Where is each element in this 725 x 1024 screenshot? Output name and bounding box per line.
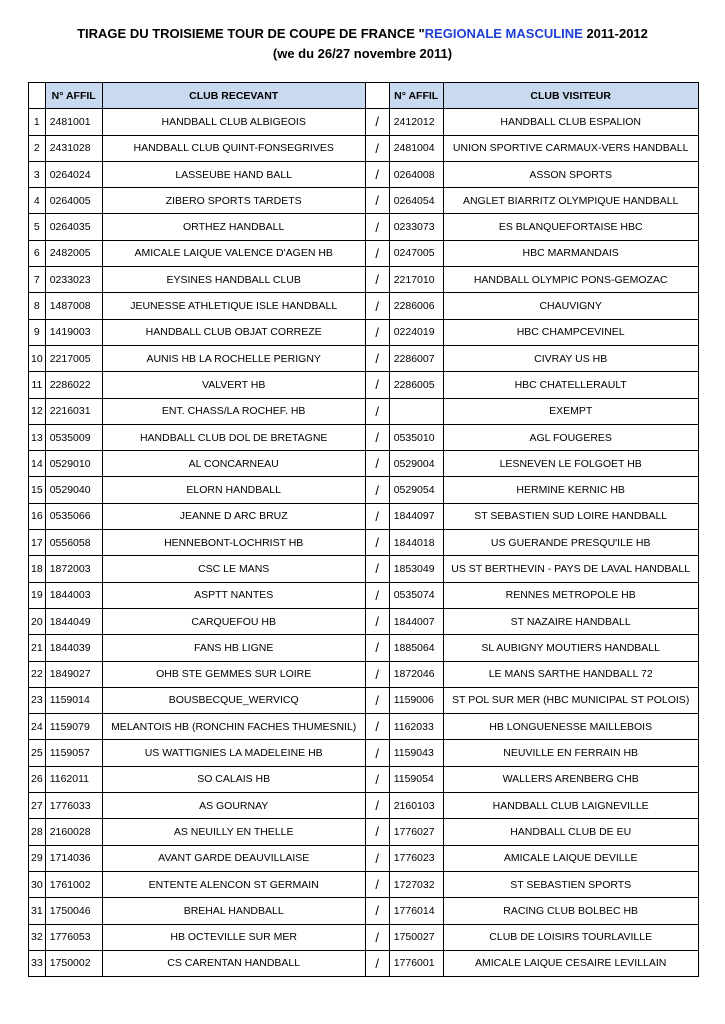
home-club-cell: MELANTOIS HB (RONCHIN FACHES THUMESNIL) [102, 714, 365, 740]
away-club-cell: NEUVILLE EN FERRAIN HB [443, 740, 698, 766]
home-affil-cell: 2160028 [45, 819, 102, 845]
table-row [29, 109, 699, 135]
title-suffix: 2011-2012 [582, 26, 648, 41]
home-affil-cell: 2216031 [45, 398, 102, 424]
table-row [29, 345, 699, 371]
table-body [29, 109, 699, 977]
away-affil-cell [389, 398, 443, 424]
table-row [29, 372, 699, 398]
away-affil-cell: 1844018 [389, 530, 443, 556]
separator-cell: / [365, 267, 389, 293]
separator-cell: / [365, 766, 389, 792]
away-club-cell: HANDBALL CLUB ESPALION [443, 109, 698, 135]
table-row [29, 451, 699, 477]
home-affil-cell: 2481001 [45, 109, 102, 135]
separator-cell: / [365, 319, 389, 345]
home-affil-cell: 0233023 [45, 267, 102, 293]
home-affil-cell: 2431028 [45, 135, 102, 161]
away-club-cell: CIVRAY US HB [443, 345, 698, 371]
away-affil-cell: 0233073 [389, 214, 443, 240]
away-affil-cell: 1776001 [389, 950, 443, 976]
row-number: 22 [29, 661, 46, 687]
home-club-cell: ORTHEZ HANDBALL [102, 214, 365, 240]
home-club-cell: HANDBALL CLUB QUINT-FONSEGRIVES [102, 135, 365, 161]
table-row [29, 582, 699, 608]
table-header-row [29, 83, 699, 109]
row-number: 17 [29, 530, 46, 556]
separator-cell: / [365, 161, 389, 187]
separator-cell: / [365, 135, 389, 161]
home-affil-cell: 1844003 [45, 582, 102, 608]
separator-cell: / [365, 398, 389, 424]
home-affil-cell: 0264024 [45, 161, 102, 187]
row-number: 12 [29, 398, 46, 424]
away-club-cell: SL AUBIGNY MOUTIERS HANDBALL [443, 635, 698, 661]
away-club-cell: EXEMPT [443, 398, 698, 424]
header-affil-home: N° AFFIL [45, 83, 102, 109]
away-affil-cell: 1776027 [389, 819, 443, 845]
home-affil-cell: 0529040 [45, 477, 102, 503]
row-number: 19 [29, 582, 46, 608]
table-row [29, 188, 699, 214]
away-affil-cell: 2286005 [389, 372, 443, 398]
separator-cell: / [365, 503, 389, 529]
row-number: 31 [29, 898, 46, 924]
home-club-cell: EYSINES HANDBALL CLUB [102, 267, 365, 293]
row-number: 20 [29, 608, 46, 634]
home-affil-cell: 0264005 [45, 188, 102, 214]
home-club-cell: AUNIS HB LA ROCHELLE PERIGNY [102, 345, 365, 371]
away-affil-cell: 1872046 [389, 661, 443, 687]
home-affil-cell: 1872003 [45, 556, 102, 582]
away-club-cell: LESNEVEN LE FOLGOET HB [443, 451, 698, 477]
draw-table [28, 82, 699, 977]
header-club-home: CLUB RECEVANT [102, 83, 365, 109]
row-number: 14 [29, 451, 46, 477]
home-affil-cell: 2286022 [45, 372, 102, 398]
separator-cell: / [365, 293, 389, 319]
away-club-cell: HANDBALL CLUB LAIGNEVILLE [443, 793, 698, 819]
table-row [29, 293, 699, 319]
title-prefix: TIRAGE DU TROISIEME TOUR DE COUPE DE FRANCE " [77, 26, 425, 41]
table-row [29, 766, 699, 792]
away-club-cell: ASSON SPORTS [443, 161, 698, 187]
away-club-cell: RACING CLUB BOLBEC HB [443, 898, 698, 924]
home-club-cell: AL CONCARNEAU [102, 451, 365, 477]
home-club-cell: HANDBALL CLUB DOL DE BRETAGNE [102, 424, 365, 450]
home-affil-cell: 1750002 [45, 950, 102, 976]
row-number: 8 [29, 293, 46, 319]
row-number: 3 [29, 161, 46, 187]
away-club-cell: HBC MARMANDAIS [443, 240, 698, 266]
home-affil-cell: 1159079 [45, 714, 102, 740]
separator-cell: / [365, 530, 389, 556]
row-number: 2 [29, 135, 46, 161]
home-affil-cell: 1844049 [45, 608, 102, 634]
row-number: 16 [29, 503, 46, 529]
table-row [29, 214, 699, 240]
away-affil-cell: 0529004 [389, 451, 443, 477]
row-number: 21 [29, 635, 46, 661]
away-club-cell: US ST BERTHEVIN - PAYS DE LAVAL HANDBALL [443, 556, 698, 582]
home-club-cell: OHB STE GEMMES SUR LOIRE [102, 661, 365, 687]
table-row [29, 898, 699, 924]
away-affil-cell: 0529054 [389, 477, 443, 503]
table-row [29, 503, 699, 529]
away-affil-cell: 0535010 [389, 424, 443, 450]
away-affil-cell: 2160103 [389, 793, 443, 819]
home-club-cell: ENT. CHASS/LA ROCHEF. HB [102, 398, 365, 424]
row-number: 28 [29, 819, 46, 845]
table-row [29, 135, 699, 161]
away-club-cell: ST SEBASTIEN SUD LOIRE HANDBALL [443, 503, 698, 529]
home-affil-cell: 1159014 [45, 687, 102, 713]
home-club-cell: AS GOURNAY [102, 793, 365, 819]
separator-cell: / [365, 845, 389, 871]
away-affil-cell: 1885064 [389, 635, 443, 661]
separator-cell: / [365, 687, 389, 713]
table-row [29, 924, 699, 950]
title-line-1 [0, 24, 725, 44]
header-num [29, 83, 46, 109]
row-number: 7 [29, 267, 46, 293]
header-separator [365, 83, 389, 109]
home-affil-cell: 0535066 [45, 503, 102, 529]
separator-cell: / [365, 819, 389, 845]
table-row [29, 871, 699, 897]
away-club-cell: AGL FOUGERES [443, 424, 698, 450]
away-affil-cell: 0264008 [389, 161, 443, 187]
away-affil-cell: 1162033 [389, 714, 443, 740]
home-club-cell: VALVERT HB [102, 372, 365, 398]
header-affil-away: N° AFFIL [389, 83, 443, 109]
separator-cell: / [365, 793, 389, 819]
home-club-cell: ENTENTE ALENCON ST GERMAIN [102, 871, 365, 897]
separator-cell: / [365, 214, 389, 240]
separator-cell: / [365, 477, 389, 503]
home-club-cell: ELORN HANDBALL [102, 477, 365, 503]
away-affil-cell: 1776014 [389, 898, 443, 924]
row-number: 1 [29, 109, 46, 135]
row-number: 27 [29, 793, 46, 819]
home-affil-cell: 1849027 [45, 661, 102, 687]
home-affil-cell: 2482005 [45, 240, 102, 266]
row-number: 9 [29, 319, 46, 345]
away-club-cell: HANDBALL OLYMPIC PONS-GEMOZAC [443, 267, 698, 293]
row-number: 33 [29, 950, 46, 976]
away-affil-cell: 1844097 [389, 503, 443, 529]
table-row [29, 661, 699, 687]
home-club-cell: JEANNE D ARC BRUZ [102, 503, 365, 529]
away-club-cell: WALLERS ARENBERG CHB [443, 766, 698, 792]
row-number: 32 [29, 924, 46, 950]
row-number: 13 [29, 424, 46, 450]
home-affil-cell: 1776033 [45, 793, 102, 819]
document-title [0, 24, 725, 64]
separator-cell: / [365, 635, 389, 661]
home-affil-cell: 1487008 [45, 293, 102, 319]
away-affil-cell: 0247005 [389, 240, 443, 266]
home-club-cell: CSC LE MANS [102, 556, 365, 582]
home-affil-cell: 1761002 [45, 871, 102, 897]
separator-cell: / [365, 871, 389, 897]
home-affil-cell: 0535009 [45, 424, 102, 450]
home-affil-cell: 0556058 [45, 530, 102, 556]
home-club-cell: BREHAL HANDBALL [102, 898, 365, 924]
separator-cell: / [365, 950, 389, 976]
away-affil-cell: 0535074 [389, 582, 443, 608]
away-club-cell: HANDBALL CLUB DE EU [443, 819, 698, 845]
home-club-cell: HANDBALL CLUB OBJAT CORREZE [102, 319, 365, 345]
away-affil-cell: 2217010 [389, 267, 443, 293]
table-row [29, 845, 699, 871]
away-affil-cell: 0224019 [389, 319, 443, 345]
header-club-away: CLUB VISITEUR [443, 83, 698, 109]
separator-cell: / [365, 451, 389, 477]
away-club-cell: ST SEBASTIEN SPORTS [443, 871, 698, 897]
table-row [29, 424, 699, 450]
away-affil-cell: 2286006 [389, 293, 443, 319]
away-club-cell: ES BLANQUEFORTAISE HBC [443, 214, 698, 240]
separator-cell: / [365, 345, 389, 371]
row-number: 25 [29, 740, 46, 766]
row-number: 5 [29, 214, 46, 240]
away-club-cell: CLUB DE LOISIRS TOURLAVILLE [443, 924, 698, 950]
home-club-cell: HB OCTEVILLE SUR MER [102, 924, 365, 950]
home-club-cell: CARQUEFOU HB [102, 608, 365, 634]
away-club-cell: ST POL SUR MER (HBC MUNICIPAL ST POLOIS) [443, 687, 698, 713]
table-row [29, 398, 699, 424]
row-number: 10 [29, 345, 46, 371]
row-number: 4 [29, 188, 46, 214]
away-affil-cell: 1776023 [389, 845, 443, 871]
away-club-cell: HB LONGUENESSE MAILLEBOIS [443, 714, 698, 740]
separator-cell: / [365, 188, 389, 214]
home-club-cell: SO CALAIS HB [102, 766, 365, 792]
home-affil-cell: 1714036 [45, 845, 102, 871]
row-number: 23 [29, 687, 46, 713]
home-club-cell: ASPTT NANTES [102, 582, 365, 608]
home-club-cell: US WATTIGNIES LA MADELEINE HB [102, 740, 365, 766]
home-club-cell: AVANT GARDE DEAUVILLAISE [102, 845, 365, 871]
away-affil-cell: 2286007 [389, 345, 443, 371]
row-number: 26 [29, 766, 46, 792]
separator-cell: / [365, 582, 389, 608]
away-affil-cell: 0264054 [389, 188, 443, 214]
table-row [29, 161, 699, 187]
title-highlight: REGIONALE MASCULINE [424, 26, 583, 41]
home-affil-cell: 1162011 [45, 766, 102, 792]
table-row [29, 556, 699, 582]
home-affil-cell: 0529010 [45, 451, 102, 477]
home-club-cell: LASSEUBE HAND BALL [102, 161, 365, 187]
row-number: 15 [29, 477, 46, 503]
title-line-2: (we du 26/27 novembre 2011) [272, 46, 453, 61]
away-affil-cell: 2412012 [389, 109, 443, 135]
home-affil-cell: 1159057 [45, 740, 102, 766]
table-row [29, 687, 699, 713]
away-affil-cell: 1750027 [389, 924, 443, 950]
home-affil-cell: 1750046 [45, 898, 102, 924]
away-affil-cell: 1727032 [389, 871, 443, 897]
separator-cell: / [365, 556, 389, 582]
row-number: 6 [29, 240, 46, 266]
away-club-cell: AMICALE LAIQUE DEVILLE [443, 845, 698, 871]
away-club-cell: ST NAZAIRE HANDBALL [443, 608, 698, 634]
away-club-cell: HERMINE KERNIC HB [443, 477, 698, 503]
home-club-cell: FANS HB LIGNE [102, 635, 365, 661]
separator-cell: / [365, 608, 389, 634]
table-row [29, 530, 699, 556]
separator-cell: / [365, 661, 389, 687]
away-club-cell: ANGLET BIARRITZ OLYMPIQUE HANDBALL [443, 188, 698, 214]
home-affil-cell: 1844039 [45, 635, 102, 661]
home-club-cell: BOUSBECQUE_WERVICQ [102, 687, 365, 713]
home-affil-cell: 0264035 [45, 214, 102, 240]
away-affil-cell: 1159054 [389, 766, 443, 792]
away-club-cell: LE MANS SARTHE HANDBALL 72 [443, 661, 698, 687]
separator-cell: / [365, 424, 389, 450]
separator-cell: / [365, 924, 389, 950]
away-club-cell: HBC CHATELLERAULT [443, 372, 698, 398]
home-club-cell: JEUNESSE ATHLETIQUE ISLE HANDBALL [102, 293, 365, 319]
table-row [29, 319, 699, 345]
row-number: 11 [29, 372, 46, 398]
separator-cell: / [365, 898, 389, 924]
separator-cell: / [365, 372, 389, 398]
home-club-cell: AMICALE LAIQUE VALENCE D'AGEN HB [102, 240, 365, 266]
home-affil-cell: 2217005 [45, 345, 102, 371]
away-affil-cell: 1159006 [389, 687, 443, 713]
away-affil-cell: 2481004 [389, 135, 443, 161]
separator-cell: / [365, 740, 389, 766]
away-club-cell: UNION SPORTIVE CARMAUX-VERS HANDBALL [443, 135, 698, 161]
table-row [29, 793, 699, 819]
away-affil-cell: 1159043 [389, 740, 443, 766]
home-club-cell: AS NEUILLY EN THELLE [102, 819, 365, 845]
home-club-cell: CS CARENTAN HANDBALL [102, 950, 365, 976]
table-row [29, 608, 699, 634]
table-row [29, 240, 699, 266]
table-row [29, 477, 699, 503]
home-club-cell: ZIBERO SPORTS TARDETS [102, 188, 365, 214]
row-number: 30 [29, 871, 46, 897]
table-row [29, 740, 699, 766]
away-affil-cell: 1844007 [389, 608, 443, 634]
row-number: 24 [29, 714, 46, 740]
away-club-cell: AMICALE LAIQUE CESAIRE LEVILLAIN [443, 950, 698, 976]
home-club-cell: HANDBALL CLUB ALBIGEOIS [102, 109, 365, 135]
row-number: 29 [29, 845, 46, 871]
home-affil-cell: 1419003 [45, 319, 102, 345]
table-row [29, 819, 699, 845]
home-affil-cell: 1776053 [45, 924, 102, 950]
table-row [29, 267, 699, 293]
table-row [29, 714, 699, 740]
table-row [29, 950, 699, 976]
separator-cell: / [365, 240, 389, 266]
separator-cell: / [365, 714, 389, 740]
away-affil-cell: 1853049 [389, 556, 443, 582]
separator-cell: / [365, 109, 389, 135]
home-club-cell: HENNEBONT-LOCHRIST HB [102, 530, 365, 556]
row-number: 18 [29, 556, 46, 582]
away-club-cell: CHAUVIGNY [443, 293, 698, 319]
away-club-cell: RENNES METROPOLE HB [443, 582, 698, 608]
away-club-cell: HBC CHAMPCEVINEL [443, 319, 698, 345]
away-club-cell: US GUERANDE PRESQU'ILE HB [443, 530, 698, 556]
table-row [29, 635, 699, 661]
